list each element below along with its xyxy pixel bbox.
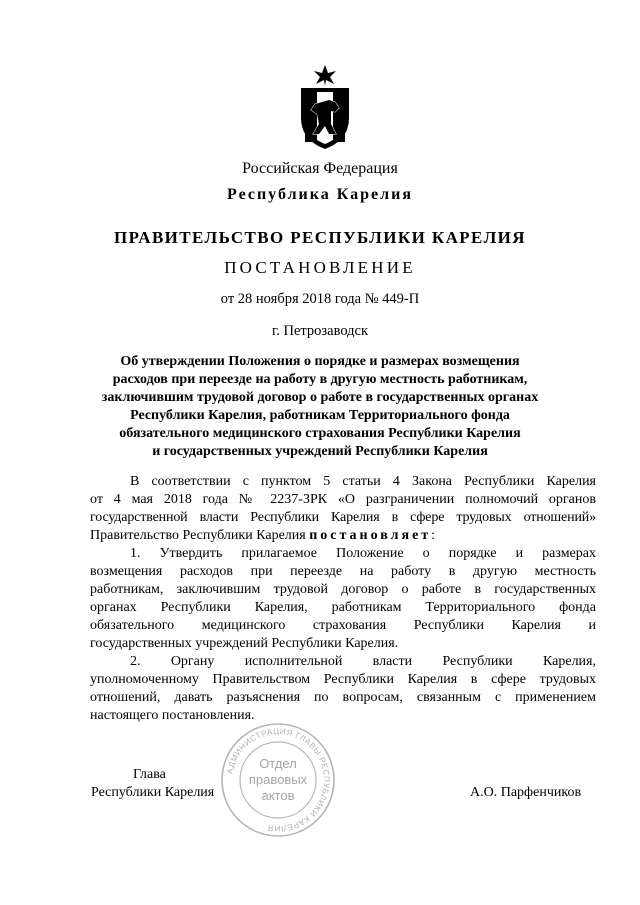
- document-city: г. Петрозаводск: [271, 323, 369, 339]
- document-date: от 28 ноября 2018 года № 449-П: [220, 291, 420, 307]
- preamble: [90, 473, 596, 545]
- clause-line: уполномоченному Правительством Республики Карелия в сфере трудовых: [90, 672, 596, 687]
- clause-2: [90, 653, 596, 725]
- stamp-ring-text: АДМИНИСТРАЦИЯ ГЛАВЫ РЕСПУБЛИКИ КАРЕЛИЯ: [225, 726, 332, 834]
- republic-name: Республика Карелия: [227, 186, 413, 203]
- stamp-line: Отдел: [259, 756, 297, 771]
- preamble-line: государственной власти Республики Карелия в сфере трудовых отношений»: [90, 510, 596, 525]
- signatory-republic: Республики Карелия: [91, 785, 215, 800]
- coat-of-arms-emblem: [295, 64, 355, 150]
- department-stamp: [220, 722, 336, 838]
- preamble-subject: Правительство Республики Карелия: [90, 528, 310, 543]
- title-line: расходов при переезде на работу в другую местность работникам,: [112, 372, 528, 387]
- country-name: Российская Федерация: [242, 160, 398, 177]
- title-line: обязательного медицинского страхования Республики Карелия: [119, 426, 521, 441]
- decision-verb: постановляет: [309, 528, 432, 543]
- clause-line: 2. Органу исполнительной власти Республики Карелия,: [130, 654, 596, 669]
- stamp-line: правовых: [248, 772, 308, 787]
- title-line: Об утверждении Положения о порядке и размерах возмещения: [120, 354, 520, 369]
- document-title: [0, 353, 640, 461]
- document-type: ПОСТАНОВЛЕНИЕ: [224, 258, 416, 277]
- title-line: Республики Карелия, работникам Территориального фонда: [130, 408, 510, 423]
- clause-line: возмещения расходов при переезде на работу в другую местность: [90, 564, 596, 579]
- clause-line: государственных учреждений Республики Карелия.: [90, 636, 399, 651]
- signatory-title: Глава: [133, 767, 166, 782]
- title-line: заключившим трудовой договор о работе в государственных органах: [101, 390, 539, 405]
- preamble-line: В соответствии с пунктом 5 статьи 4 Закона Республики Карелия: [130, 474, 596, 489]
- preamble-decision-line: [90, 527, 596, 545]
- government-title: ПРАВИТЕЛЬСТВО РЕСПУБЛИКИ КАРЕЛИЯ: [114, 228, 526, 247]
- preamble-line: от 4 мая 2018 года № 2237-ЗРК «О разграничении полномочий органов: [90, 492, 596, 507]
- title-line: и государственных учреждений Республики Карелия: [152, 444, 488, 459]
- stamp-line: актов: [261, 788, 295, 803]
- clause-line: 1. Утвердить прилагаемое Положение о порядке и размерах: [130, 546, 596, 561]
- clause-line: обязательного медицинского страхования Республики Карелия и: [90, 618, 596, 633]
- clause-1: [90, 545, 596, 653]
- signatory-name: А.О. Парфенчиков: [470, 785, 582, 800]
- clause-line: органах Республики Карелия, работникам Территориального фонда: [90, 600, 596, 615]
- clause-line: отношений, давать разъяснения по вопросам, связанным с применением: [90, 690, 596, 705]
- clause-line: работникам, заключившим трудовой договор о работе в государственных: [90, 582, 596, 597]
- decision-colon: :: [431, 528, 436, 543]
- clause-line: настоящего постановления.: [90, 708, 255, 723]
